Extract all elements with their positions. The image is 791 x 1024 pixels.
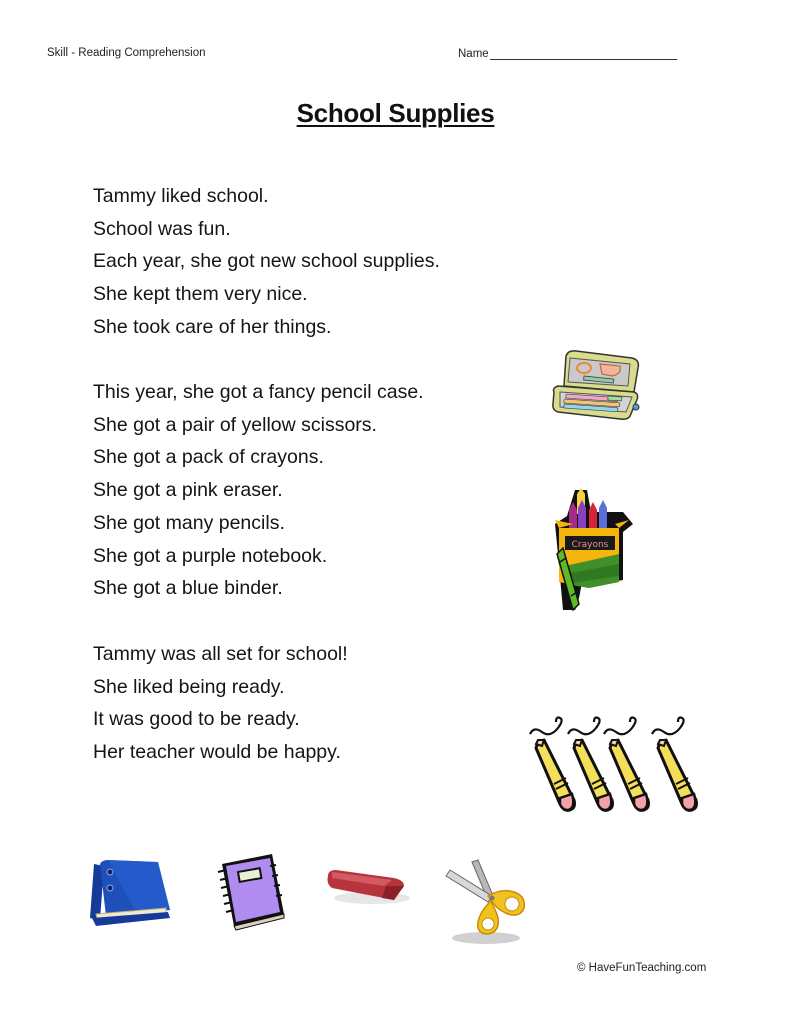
name-field[interactable] bbox=[458, 47, 677, 60]
passage-line: This year, she got a fancy pencil case. bbox=[93, 381, 424, 403]
passage-line: She got a blue binder. bbox=[93, 577, 283, 600]
passage-line: She got a pink eraser. bbox=[93, 479, 283, 502]
scissors-icon bbox=[442, 858, 532, 948]
passage-line: School was fun. bbox=[93, 217, 231, 240]
passage-line: It was good to be ready. bbox=[93, 708, 300, 731]
copyright-footer: © HaveFunTeaching.com bbox=[577, 962, 707, 974]
stanza-1 bbox=[93, 180, 440, 344]
passage-line: She got a pack of crayons. bbox=[93, 446, 324, 469]
page-title bbox=[0, 98, 791, 129]
skill-label: Skill - Reading Comprehension bbox=[47, 47, 206, 59]
stanza-2 bbox=[93, 376, 424, 605]
passage-line: She got a pair of yellow scissors. bbox=[93, 413, 377, 436]
pencil-case-icon bbox=[548, 346, 644, 422]
name-blank-line[interactable] bbox=[490, 47, 677, 60]
pencils-icon bbox=[528, 712, 724, 816]
passage-line: She kept them very nice. bbox=[93, 283, 308, 306]
eraser-icon bbox=[324, 864, 414, 910]
passage-line: She took care of her things. bbox=[93, 315, 332, 338]
stanza-3 bbox=[93, 638, 348, 769]
passage-line: She liked being ready. bbox=[93, 675, 285, 698]
name-label: Name bbox=[458, 48, 489, 60]
crayons-box-label: Crayons bbox=[571, 540, 609, 550]
passage-line: Each year, she got new school supplies. bbox=[93, 250, 440, 273]
passage-line: She got many pencils. bbox=[93, 511, 285, 534]
passage-line: She got a purple notebook. bbox=[93, 544, 328, 567]
passage-line: Tammy was all set for school! bbox=[93, 643, 348, 665]
passage-line: Her teacher would be happy. bbox=[93, 741, 341, 764]
crayons-box-icon bbox=[553, 484, 639, 618]
passage-line: Tammy liked school. bbox=[93, 185, 269, 207]
page-title-text: School Supplies bbox=[296, 98, 495, 128]
notebook-icon bbox=[212, 852, 288, 932]
binder-icon bbox=[86, 858, 176, 930]
